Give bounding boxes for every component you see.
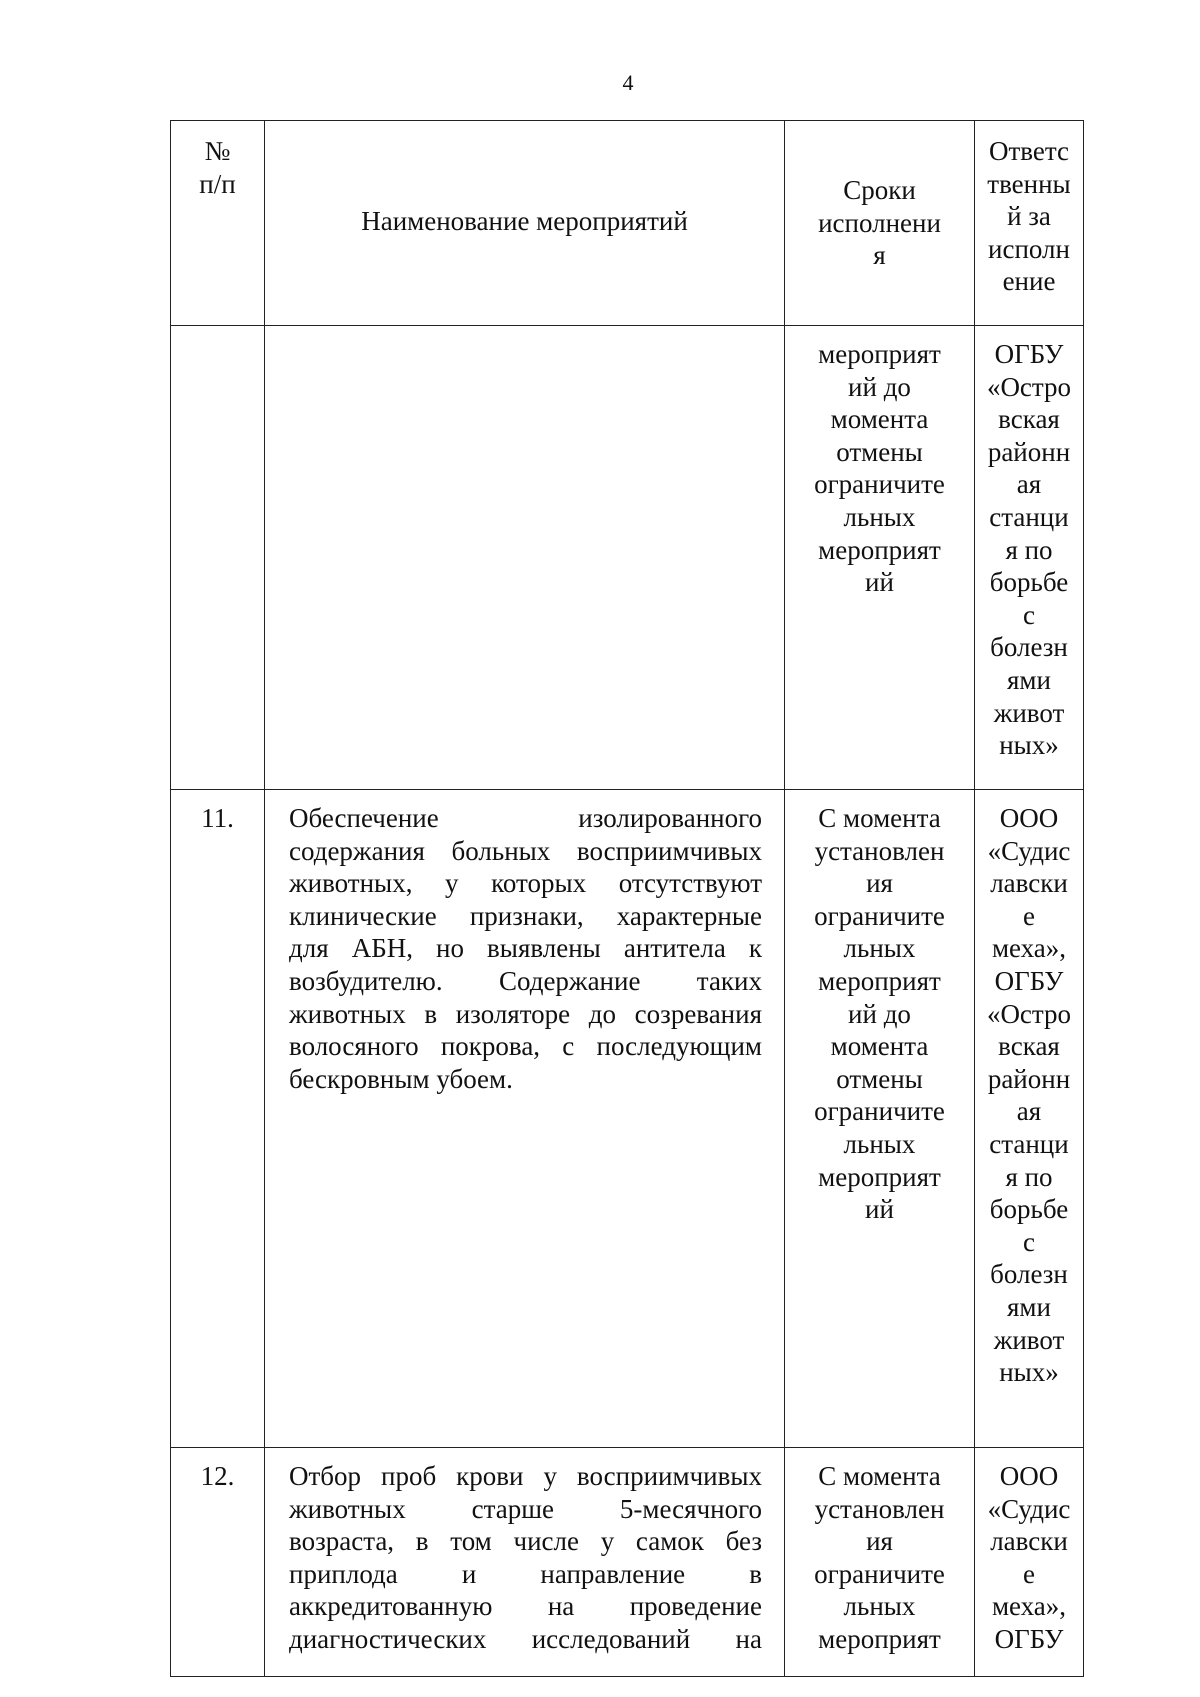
row-responsible-line: районн [987, 1063, 1071, 1094]
header-term-line: я [873, 240, 886, 271]
row-name-line: аккредитованную на проведение [289, 1591, 762, 1622]
row-responsible-line: ями [1007, 1291, 1051, 1322]
row-responsible-line: живот [993, 697, 1065, 728]
row-responsible-line: лавски [990, 1526, 1068, 1557]
row-responsible-line: болезн [990, 632, 1068, 663]
row-responsible-line: болезн [990, 1259, 1068, 1290]
row-responsible-line: вская [998, 404, 1060, 435]
row-term-line: отмены [836, 436, 923, 467]
table-row [171, 326, 1084, 790]
row-term-line: ий [865, 1194, 894, 1225]
row-responsible-line: станци [989, 1128, 1069, 1159]
row-term-line: ия [866, 1526, 893, 1557]
row-responsible-line: ая [1016, 1096, 1042, 1127]
row-term-line: льных [843, 933, 916, 964]
row-responsible-line: е [1023, 900, 1035, 931]
row-responsible-line: я по [1005, 534, 1053, 565]
row-responsible-line: «Судис [987, 835, 1071, 866]
row-name-line: приплода и направление в [289, 1558, 762, 1589]
row-number [171, 326, 265, 790]
table-row [171, 790, 1084, 1448]
row-name-line: бескровным убоем. [289, 1063, 513, 1094]
row-responsible-line: «Остро [986, 371, 1072, 402]
row-name-line: животных в изоляторе до созревания [289, 998, 762, 1029]
measures-table [170, 120, 1084, 1677]
row-term-line: льных [843, 1128, 916, 1159]
table-row [171, 1448, 1084, 1677]
row-term-line: момента [830, 404, 929, 435]
row-term-line: отмены [836, 1063, 923, 1094]
row-responsible-line: ных» [999, 730, 1059, 761]
row-responsible-line: вская [998, 1031, 1060, 1062]
header-responsible-line: твенны [987, 168, 1071, 199]
row-responsible-line: меха», [991, 933, 1067, 964]
row-name-line: возбудителю. Содержание таких [289, 965, 762, 996]
header-term [785, 121, 975, 326]
row-term-line: ия [866, 868, 893, 899]
row-name-line: возраста, в том числе у самок без [289, 1526, 762, 1557]
row-term [785, 326, 975, 790]
header-responsible-line: ение [1002, 266, 1056, 297]
row-responsible-line: ООО [999, 803, 1059, 833]
row-responsible-line: ями [1007, 664, 1051, 695]
row-name-line: волосяного покрова, с последующим [289, 1031, 762, 1062]
row-term-line: установлен [814, 1493, 945, 1524]
row-responsible-line: лавски [990, 868, 1068, 899]
header-term-line: Сроки [843, 175, 916, 206]
row-term-line: С момента [818, 1461, 941, 1491]
row-name-line: содержания больных восприимчивых [289, 835, 762, 866]
row-term-line: установлен [814, 835, 945, 866]
row-term-line: момента [830, 1031, 929, 1062]
header-name: Наименование мероприятий [265, 121, 785, 326]
row-responsible-line: борьбе [989, 1194, 1069, 1225]
row-responsible-line: живот [993, 1324, 1065, 1355]
row-responsible-line: «Остро [986, 998, 1072, 1029]
row-term-line: мероприят [818, 1623, 941, 1654]
row-responsible-line: е [1023, 1558, 1035, 1589]
row-term-line: ограничите [814, 1096, 945, 1127]
row-name-line: животных, у которых отсутствуют [289, 868, 762, 899]
row-term-line: мероприят [818, 339, 941, 369]
row-responsible-line: я по [1005, 1161, 1053, 1192]
row-responsible-line: с [1023, 1226, 1035, 1257]
header-responsible [975, 121, 1084, 326]
row-responsible [975, 790, 1084, 1448]
row-responsible-line: меха», [991, 1591, 1067, 1622]
row-name-line: Обеспечение изолированного [289, 803, 762, 833]
row-name [265, 326, 785, 790]
page-number: 4 [622, 70, 634, 95]
row-responsible-line: ОГБУ [994, 1623, 1064, 1654]
row-responsible-line: ных» [999, 1357, 1059, 1388]
row-term [785, 1448, 975, 1677]
row-responsible-line: «Судис [987, 1493, 1071, 1524]
row-responsible-line: борьбе [989, 567, 1069, 598]
row-term-line: мероприят [818, 1161, 941, 1192]
row-responsible-line: станци [989, 501, 1069, 532]
row-term-line: ий до [848, 371, 911, 402]
row-name-line: животных старше 5-месячного [289, 1493, 762, 1524]
row-name-line: Отбор проб крови у восприимчивых [289, 1461, 762, 1491]
row-term-line: мероприят [818, 534, 941, 565]
row-term-line: ограничите [814, 1558, 945, 1589]
header-number [171, 121, 265, 326]
row-responsible-line: с [1023, 599, 1035, 630]
row-responsible-line: ОГБУ [994, 339, 1064, 369]
row-name-line: диагностических исследований на [289, 1623, 762, 1654]
row-name-line: клинические признаки, характерные [289, 900, 762, 931]
row-term-line: ограничите [814, 900, 945, 931]
header-term-line: исполнени [818, 207, 941, 238]
row-name [265, 790, 785, 1448]
row-responsible-line: ОГБУ [994, 965, 1064, 996]
row-responsible [975, 1448, 1084, 1677]
row-term-line: ий [865, 567, 894, 598]
row-term-line: ий до [848, 998, 911, 1029]
row-number: 12. [171, 1448, 265, 1677]
row-number: 11. [171, 790, 265, 1448]
row-responsible [975, 326, 1084, 790]
row-name [265, 1448, 785, 1677]
row-responsible-line: ая [1016, 469, 1042, 500]
header-responsible-line: Ответс [989, 136, 1069, 166]
row-term-line: льных [843, 1591, 916, 1622]
row-term-line: льных [843, 501, 916, 532]
row-term-line: С момента [818, 803, 941, 833]
row-responsible-line: районн [987, 436, 1071, 467]
row-term-line: мероприят [818, 965, 941, 996]
header-responsible-line: исполн [988, 233, 1070, 264]
row-term-line: ограничите [814, 469, 945, 500]
header-responsible-line: й за [1007, 201, 1051, 232]
header-number-line: п/п [199, 168, 236, 199]
row-name-line: для АБН, но выявлены антитела к [289, 933, 762, 964]
row-responsible-line: ООО [999, 1461, 1059, 1491]
header-number-line: № [204, 136, 231, 166]
row-term [785, 790, 975, 1448]
table-header-row [171, 121, 1084, 326]
